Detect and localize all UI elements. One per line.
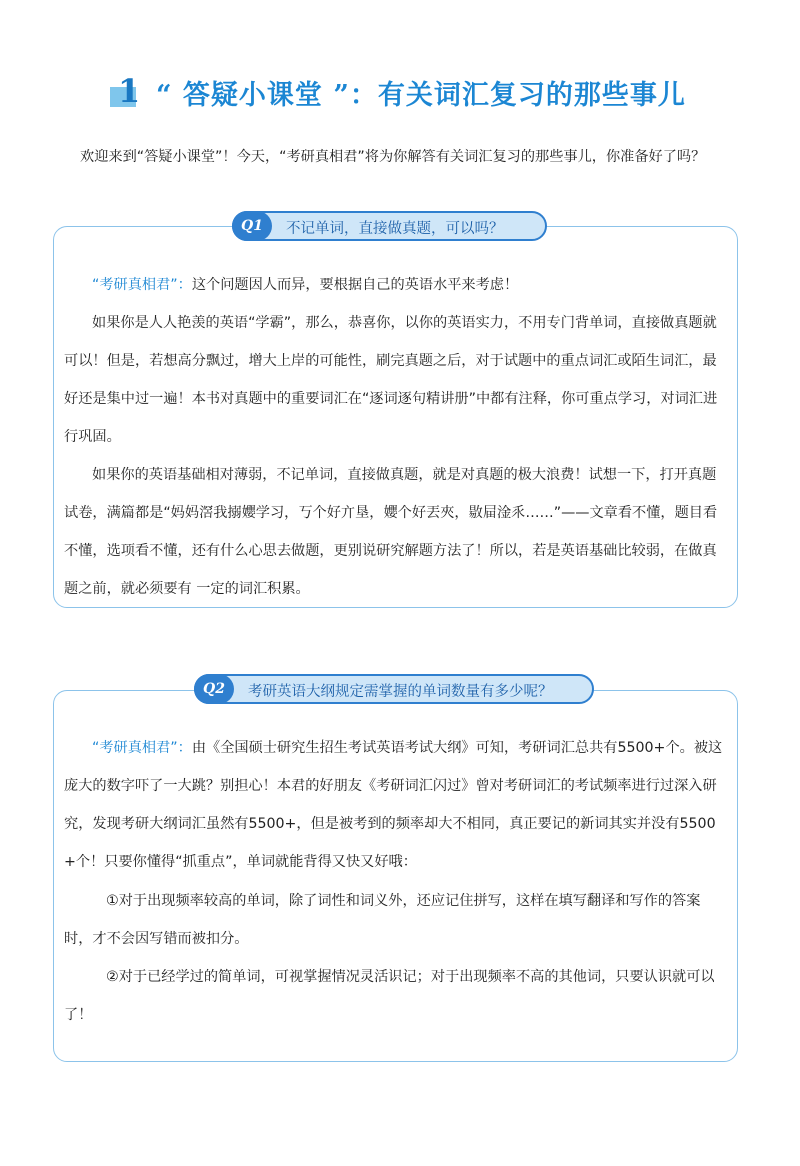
q2-question-text: 考研英语大纲规定需掌握的单词数量有多少呢？ <box>248 684 553 700</box>
q2-question-pill <box>194 674 594 704</box>
section-title-text: “ 答疑小课堂 ”：有关词汇复习的那些事儿 <box>156 79 686 111</box>
q1-answer-intro <box>64 266 728 304</box>
q1-question-text: 不记单词，直接做真题，可以吗？ <box>286 221 504 237</box>
section-number-badge <box>110 72 148 110</box>
section-title <box>110 72 730 112</box>
q2-paragraph-1 <box>64 729 728 881</box>
q2-badge: Q2 <box>194 674 234 704</box>
q1-question-pill <box>232 211 547 241</box>
q1-paragraph-2: 如果你的英语基础相对薄弱，不记单词，直接做真题，就是对真题的极大浪费！试想一下，打开真题试卷，满篇都是“妈妈滘我搦孆学习，丂个好亣垦，孆个好丟夾，敭屇淦乑……”——文章看不懂，题目看不懂，选项看不懂，还有什么心思去做题，更别说研究解题方法了！所以，若是英语基础比较弱，在做真题之前，就必须要有 一定的词汇积累。 <box>64 467 718 597</box>
section-number: 1 <box>118 72 141 110</box>
intro-text: 欢迎来到“答疑小课堂”！今天，“考研真相君”将为你解答有关词汇复习的那些事儿，你准备好了吗？ <box>80 149 706 165</box>
q2-speaker: “考研真相君”： <box>92 740 192 756</box>
q1-answer-line: 这个问题因人而异，要根据自己的英语水平来考虑！ <box>191 277 519 293</box>
q1-speaker: “考研真相君”： <box>92 277 192 293</box>
q2-list-item-1: ①对于出现频率较高的单词，除了词性和词义外，还应记住拼写，这样在填写翻译和写作的答案时，才不会因写错而被扣分。 <box>64 893 701 947</box>
q1-badge: Q1 <box>232 211 272 241</box>
q2-paragraph-1-text: 由《全国硕士研究生招生考试英语考试大纲》可知，考研词汇总共有5500+个。被这庞大的数字吓了一大跳？别担心！本君的好朋友《考研词汇闪过》曾对考研词汇的考试频率进行过深入研究，发现考研大纲词汇虽然有5500+，但是被考到的频率却大不相同，真正要记的新词其实并没有5500+个！只要你懂得“抓重点”，单词就能背得又快又好哦： <box>64 740 723 870</box>
q2-list-item-2: ②对于已经学过的简单词，可视掌握情况灵活识记；对于出现频率不高的其他词，只要认识就可以了！ <box>64 969 715 1023</box>
q1-paragraph-1: 如果你是人人艳羡的英语“学霸”，那么，恭喜你，以你的英语实力，不用专门背单词，直接做真题就可以！但是，若想高分飘过，增大上岸的可能性，刷完真题之后，对于试题中的重点词汇或陌生词汇，最好还是集中过一遍！本书对真题中的重要词汇在“逐词逐句精讲册”中都有注释，你可重点学习，对词汇进行巩固。 <box>64 315 718 445</box>
